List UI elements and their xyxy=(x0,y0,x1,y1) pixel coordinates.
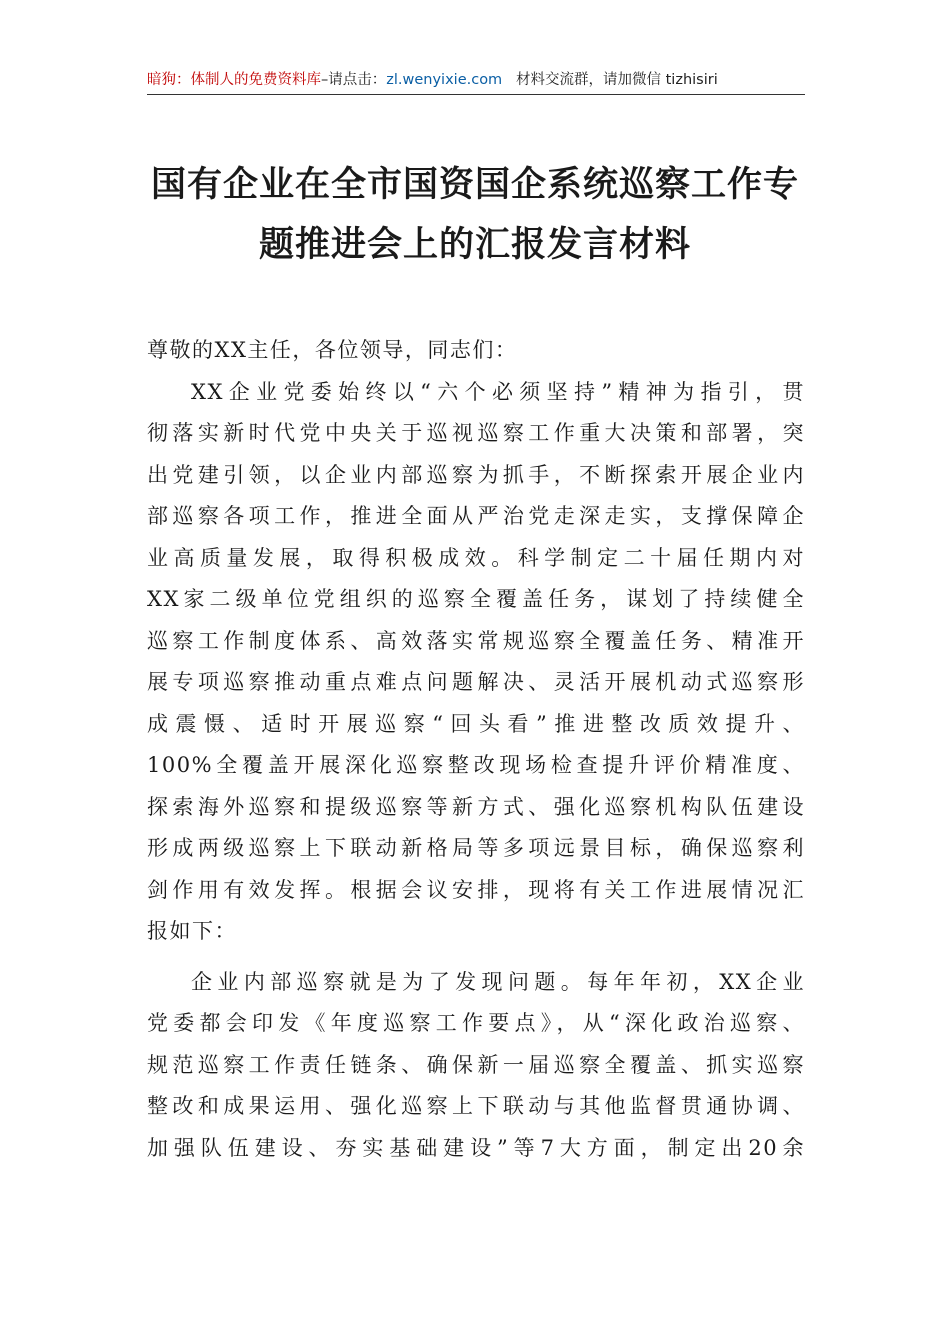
paragraph-1 xyxy=(147,372,805,953)
paragraph-line: 巡察工作制度体系、高效落实常规巡察全覆盖任务、精准开 xyxy=(147,628,805,653)
paragraph-line: XX家二级单位党组织的巡察全覆盖任务，谋划了持续健全 xyxy=(147,587,805,611)
paragraph-line: 报如下： xyxy=(147,919,237,943)
paragraph-line: 成震慑、适时开展巡察“回头看”推进整改质效提升、 xyxy=(147,711,805,736)
salutation: 尊敬的XX主任，各位领导，同志们： xyxy=(147,338,518,362)
paragraph-line: 党委都会印发《年度巡察工作要点》，从“深化政治巡察、 xyxy=(147,1011,805,1035)
paragraph-line: 企业内部巡察就是为了发现问题。每年年初，XX企业 xyxy=(191,969,805,994)
paragraph-line: 整改和成果运用、强化巡察上下联动与其他监督贯通协调、 xyxy=(147,1094,805,1118)
document-body xyxy=(147,330,805,1169)
header-brand: 暗狗：体制人的免费资料库 xyxy=(147,72,321,88)
paragraph-line: 彻落实新时代党中央关于巡视巡察工作重大决策和部署，突 xyxy=(147,421,805,445)
paragraph-line: 部巡察各项工作，推进全面从严治党走深走实，支撑保障企 xyxy=(147,504,805,528)
title-line-1: 国有企业在全市国资国企系统巡察工作专 xyxy=(150,164,799,205)
page-header xyxy=(147,68,805,95)
paragraph-line: 规范巡察工作责任链条、确保新一届巡察全覆盖、抓实巡察 xyxy=(147,1052,805,1077)
paragraph-line: 出党建引领，以企业内部巡察为抓手，不断探索开展企业内 xyxy=(147,462,805,487)
paragraph-line: 加强队伍建设、夯实基础建设”等7大方面，制定出20余 xyxy=(147,1135,805,1160)
paragraph-2 xyxy=(147,962,805,1170)
paragraph-line: 100%全覆盖开展深化巡察整改现场检查提升评价精准度、 xyxy=(147,753,805,777)
paragraph-line: 探索海外巡察和提级巡察等新方式、强化巡察机构队伍建设 xyxy=(147,794,805,819)
paragraph-line: 剑作用有效发挥。根据会议安排，现将有关工作进展情况汇 xyxy=(147,877,805,902)
paragraph-line: 业高质量发展，取得积极成效。科学制定二十届任期内对 xyxy=(147,545,805,570)
paragraph-line: 展专项巡察推动重点难点问题解决、灵活开展机动式巡察形 xyxy=(147,670,805,694)
document-title xyxy=(130,155,820,275)
paragraph-line: 形成两级巡察上下联动新格局等多项远景目标，确保巡察利 xyxy=(147,836,805,860)
header-url-link[interactable]: zl.wenyixie.com xyxy=(386,72,503,88)
paragraph-line: XX企业党委始终以“六个必须坚持”精神为指引，贯 xyxy=(191,379,805,404)
title-line-2: 题推进会上的汇报发言材料 xyxy=(258,224,691,265)
header-separator: –请点击： xyxy=(321,72,387,88)
header-contact: 材料交流群，请加微信 tizhisiri xyxy=(516,72,718,88)
